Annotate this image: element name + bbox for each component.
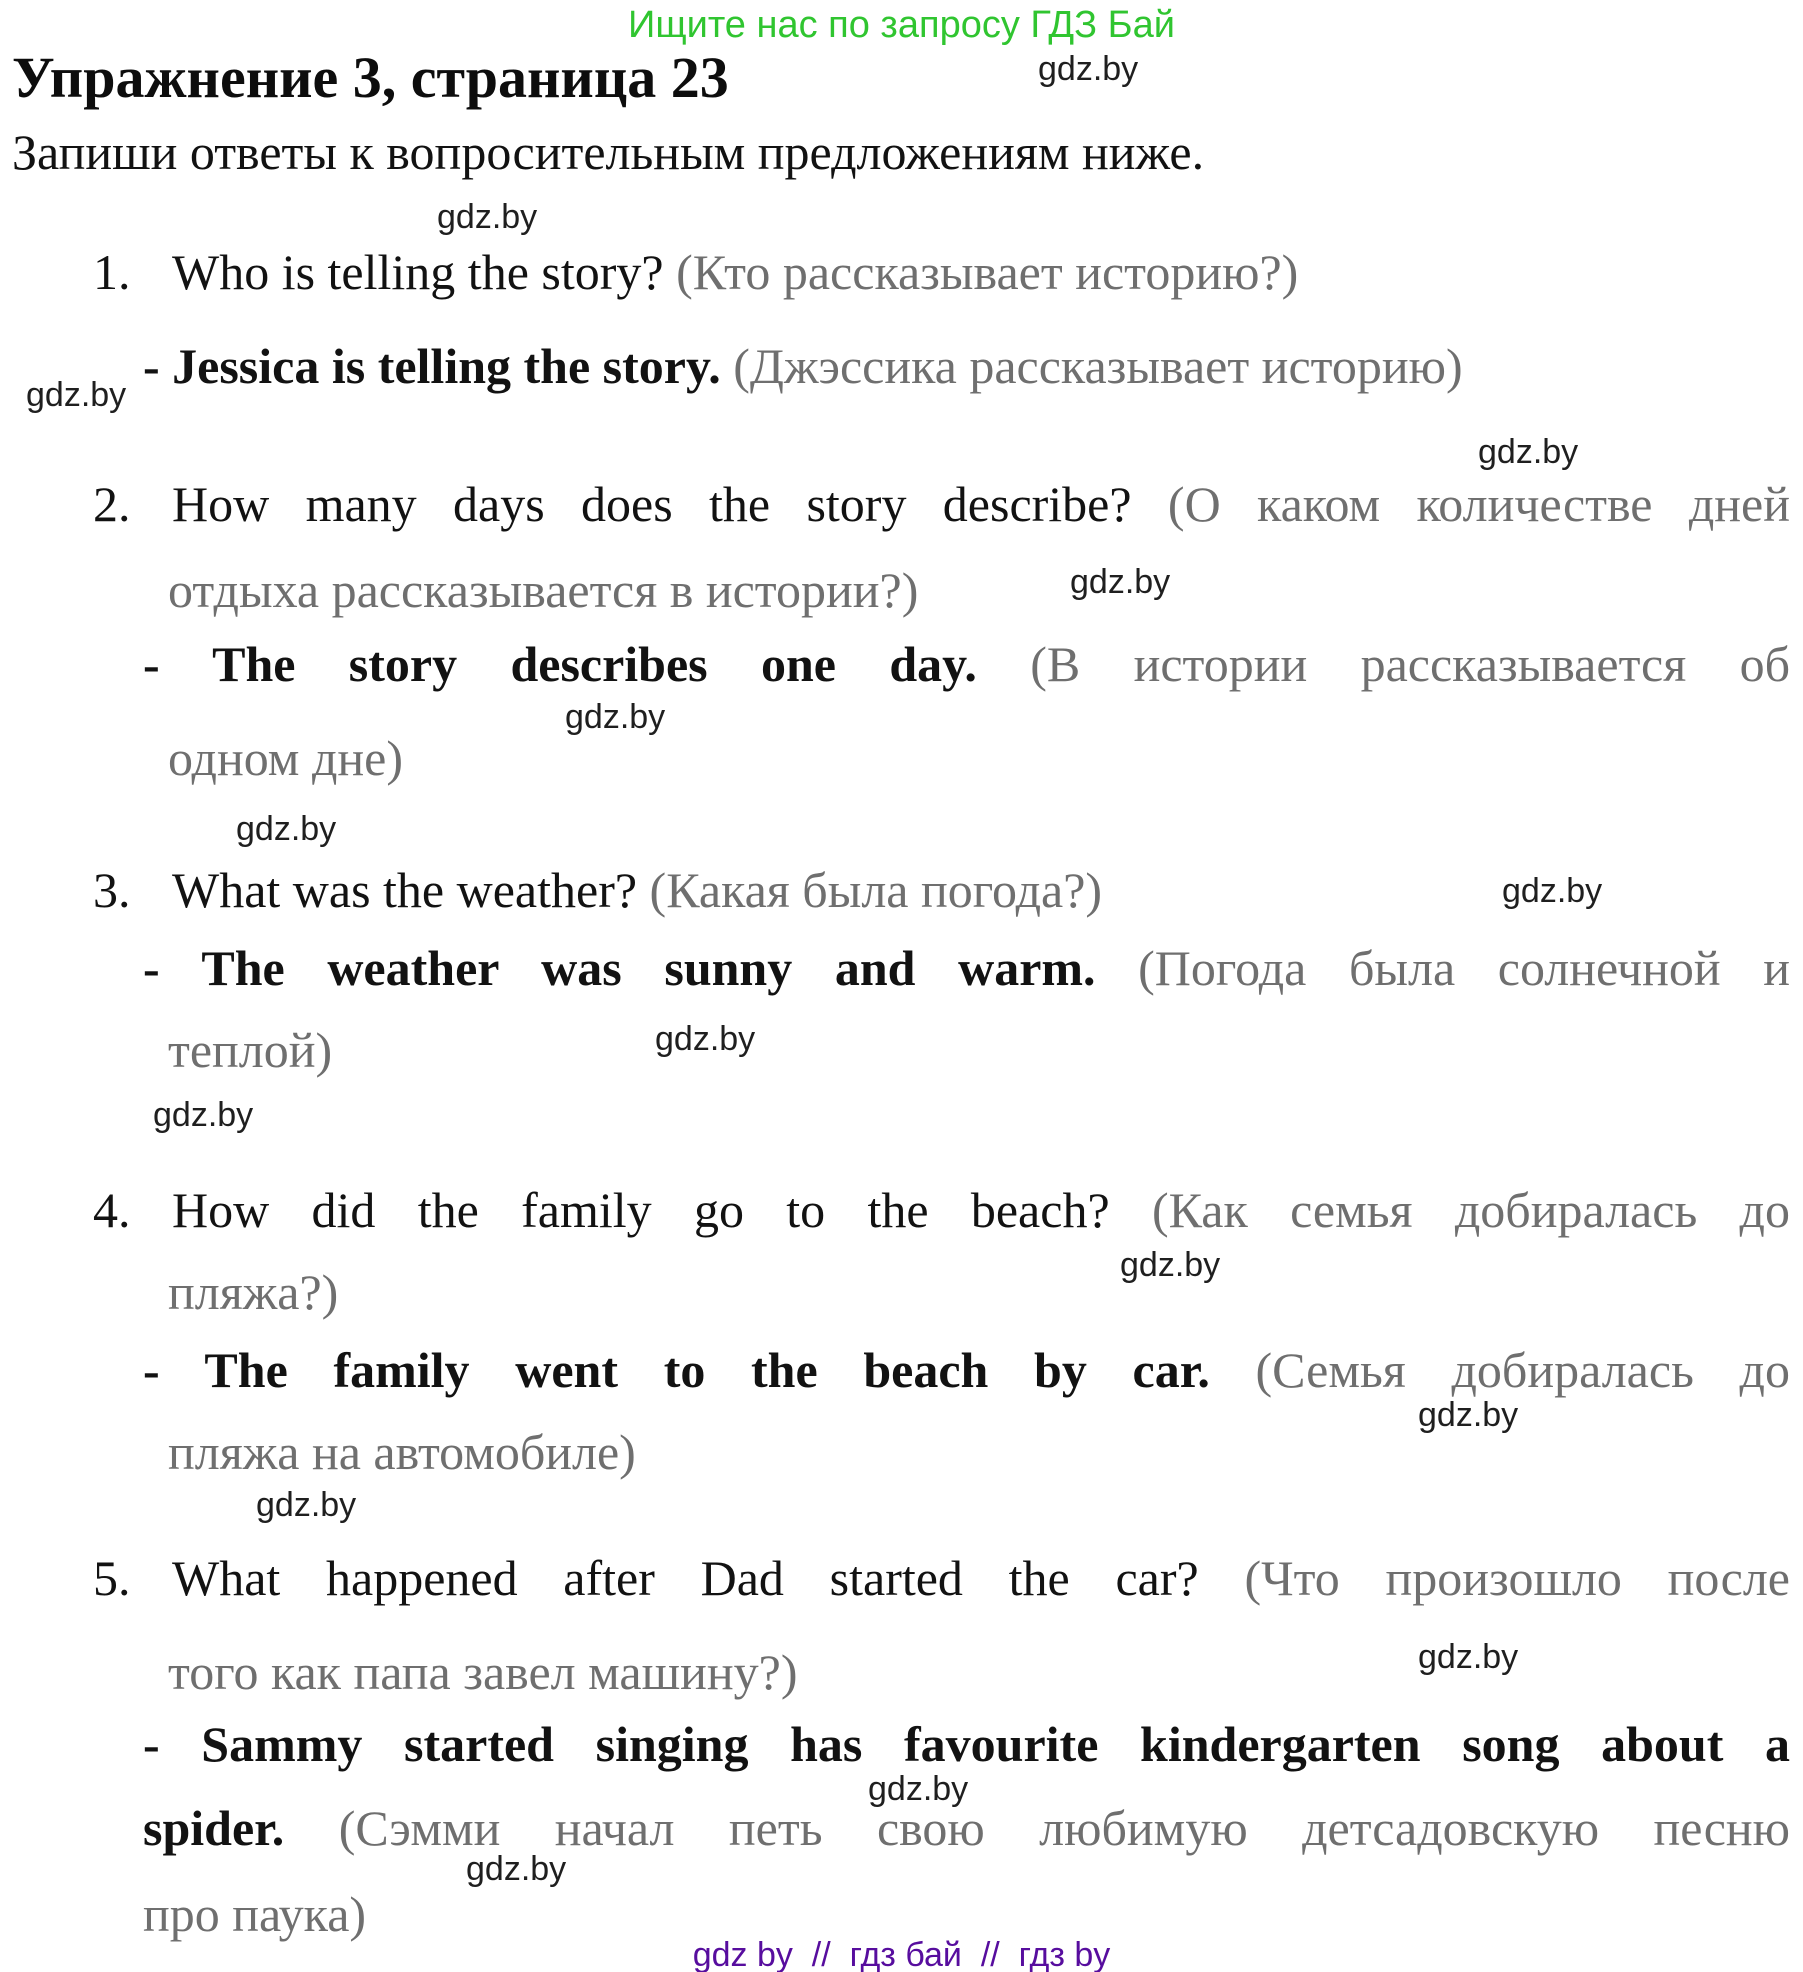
answer-4-ru: (Семья добиралась до: [1255, 1342, 1790, 1398]
question-5-ru-cont: того как папа завел машину?): [168, 1644, 798, 1700]
question-1-ru: (Кто рассказывает историю?): [676, 244, 1299, 300]
answer-3-ru: (Погода была солнечной и: [1138, 940, 1790, 996]
question-4-ru-cont: пляжа?): [168, 1264, 339, 1320]
gdz-watermark: gdz.by: [256, 1486, 357, 1524]
gdz-watermark: gdz.by: [1478, 433, 1579, 471]
answer-2-line-2: [168, 728, 403, 788]
question-2-ru: (О каком количестве дней: [1167, 476, 1790, 532]
question-2-number: 2.: [93, 476, 131, 532]
intro-text: Запиши ответы к вопросительным предложениям ниже.: [12, 124, 1205, 180]
question-1-en: Who is telling the story?: [172, 244, 677, 300]
gdz-watermark: gdz.by: [1418, 1638, 1519, 1676]
question-2-ru-cont: отдыха рассказывается в истории?): [168, 562, 919, 618]
gdz-watermark: gdz.by: [1070, 563, 1171, 601]
answer-1-en: - Jessica is telling the story.: [143, 338, 734, 394]
answer-5-line-1: [143, 1714, 1790, 1774]
question-5-line-2: [168, 1642, 797, 1702]
answer-1-line: [143, 336, 1463, 396]
question-4-en: How did the family go to the beach?: [172, 1182, 1152, 1238]
question-4-ru: (Как семья добиралась до: [1151, 1182, 1790, 1238]
answer-2-ru-cont: одном дне): [168, 730, 403, 786]
answer-3-en: - The weather was sunny and warm.: [143, 940, 1139, 996]
question-2-line-2: [168, 560, 918, 620]
question-3-number: 3.: [93, 862, 131, 918]
question-4-line-2: [168, 1262, 338, 1322]
gdz-watermark: gdz.by: [655, 1020, 756, 1058]
question-3-line: [172, 860, 1102, 920]
gdz-watermark: gdz.by: [236, 810, 337, 848]
question-4-line-1: [172, 1180, 1790, 1240]
answer-5-ru: (Сэмми начал петь свою любимую детсадовскую песню: [338, 1800, 1791, 1856]
answer-5-en-cont: spider.: [143, 1800, 339, 1856]
promo-banner: Ищите нас по запросу ГДЗ Бай: [628, 4, 1175, 46]
answer-1-ru: (Джэссика рассказывает историю): [733, 338, 1463, 394]
question-5-line-1: [172, 1548, 1790, 1608]
question-5-number: 5.: [93, 1550, 131, 1606]
answer-4-line-2: [168, 1422, 636, 1482]
gdz-watermark: gdz.by: [1418, 1396, 1519, 1434]
answer-2-ru: (В истории рассказывается об: [1030, 636, 1791, 692]
gdz-watermark: gdz.by: [868, 1770, 969, 1808]
gdz-watermark: gdz.by: [153, 1096, 254, 1134]
gdz-watermark: gdz.by: [1038, 50, 1139, 88]
gdz-watermark: gdz.by: [437, 198, 538, 236]
answer-3-line-2: [168, 1020, 332, 1080]
question-2-line-1: [172, 474, 1790, 534]
question-1-number: 1.: [93, 244, 131, 300]
question-5-en: What happened after Dad started the car?: [172, 1550, 1245, 1606]
answer-4-ru-cont: пляжа на автомобиле): [168, 1424, 636, 1480]
footer-links: gdz by // гдз бай // гдз by: [692, 1936, 1111, 1972]
question-3-en: What was the weather?: [172, 862, 650, 918]
gdz-watermark: gdz.by: [1502, 872, 1603, 910]
gdz-watermark: gdz.by: [26, 376, 127, 414]
answer-4-line-1: [143, 1340, 1790, 1400]
answer-5-en: - Sammy started singing has favourite kindergarten song about a: [143, 1716, 1790, 1772]
page-title: Упражнение 3, страница 23: [12, 45, 729, 110]
question-5-ru: (Что произошло после: [1244, 1550, 1790, 1606]
answer-3-ru-cont: теплой): [168, 1022, 333, 1078]
question-2-en: How many days does the story describe?: [172, 476, 1168, 532]
gdz-watermark: gdz.by: [1120, 1246, 1221, 1284]
gdz-watermark: gdz.by: [565, 698, 666, 736]
answer-5-line-3: [143, 1884, 366, 1944]
answer-2-en: - The story describes one day.: [143, 636, 1031, 692]
answer-3-line-1: [143, 938, 1790, 998]
answer-2-line-1: [143, 634, 1790, 694]
question-1-line: [172, 242, 1298, 302]
answer-4-en: - The family went to the beach by car.: [143, 1342, 1256, 1398]
answer-5-ru-cont: про паука): [143, 1886, 367, 1942]
gdz-watermark: gdz.by: [466, 1850, 567, 1888]
question-4-number: 4.: [93, 1182, 131, 1238]
question-3-ru: (Какая была погода?): [649, 862, 1103, 918]
answer-5-line-2: [143, 1798, 1790, 1858]
